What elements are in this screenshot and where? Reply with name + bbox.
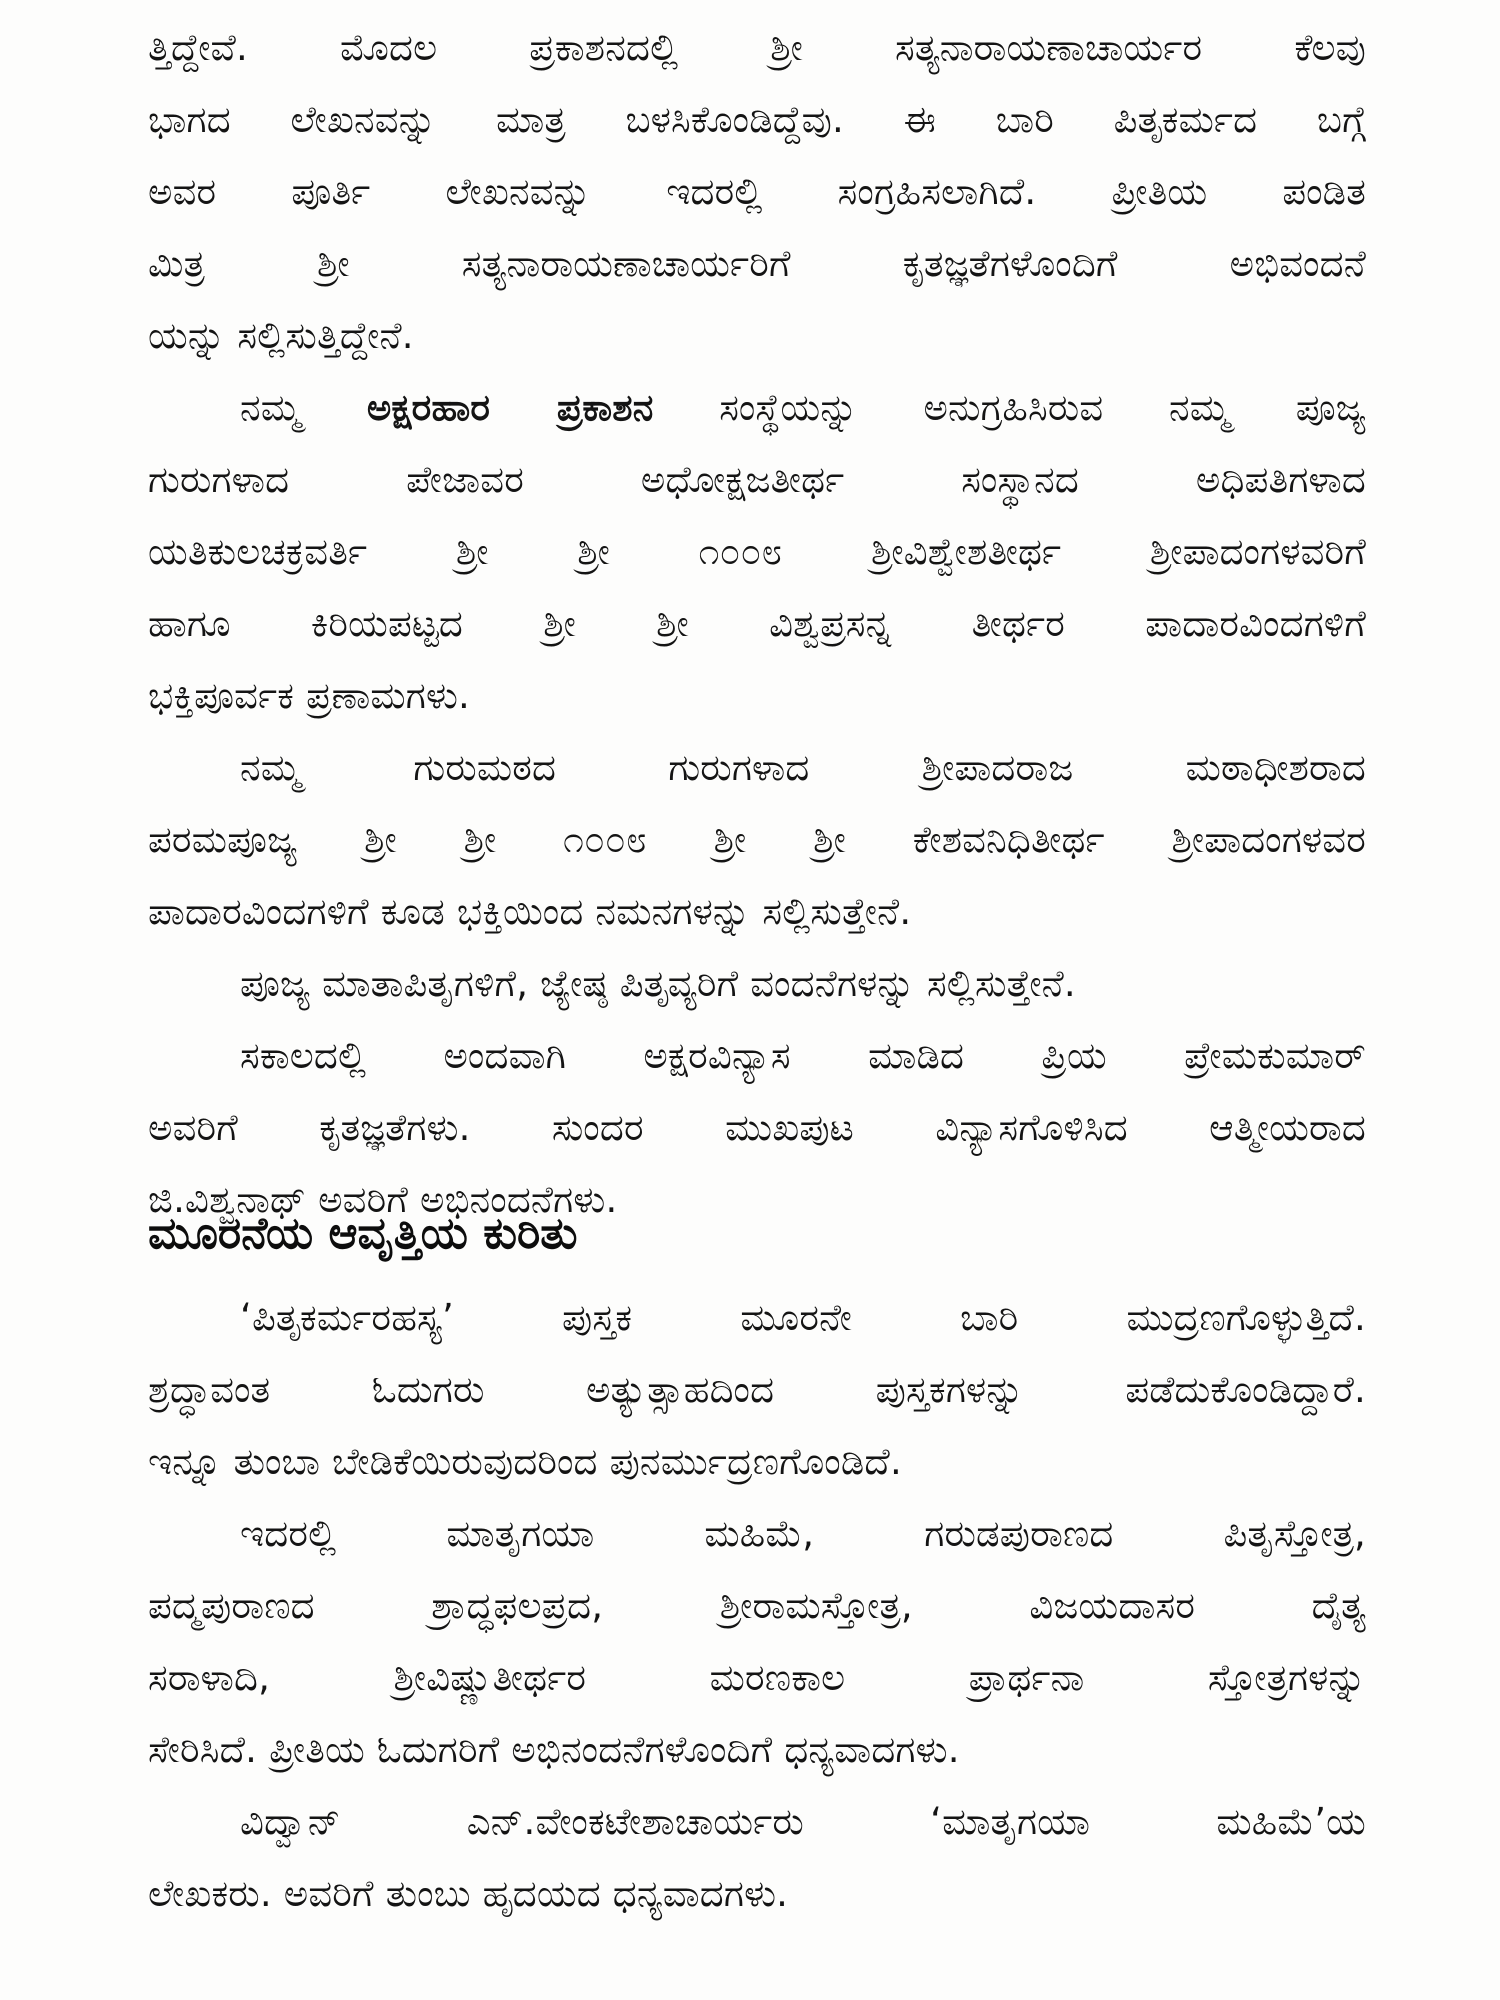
section-heading: ಮೂರನೆಯ ಆವೃತ್ತಿಯ ಕುರಿತು [148,1208,578,1259]
text-line: ವಿದ್ವಾನ್ ಎನ್.ವೇಂಕಟೇಶಾಚಾರ್ಯರು ‘ಮಾತೃಗಯಾ ಮಹಿಮೆ’ಯ [240,1800,1366,1843]
text-fragment: ನಮ್ಮ [240,386,302,429]
publisher-name: ಅಕ್ಷರಹಾರ ಪ್ರಕಾಶನ [366,386,654,429]
text-line: ಇದರಲ್ಲಿ ಮಾತೃಗಯಾ ಮಹಿಮೆ, ಗರುಡಪುರಾಣದ ಪಿತೃಸ್ತೋತ್ರ, [240,1512,1366,1555]
text-line: ಪರಮಪೂಜ್ಯ ಶ್ರೀ ಶ್ರೀ ೧೦೦೮ ಶ್ರೀ ಶ್ರೀ ಕೇಶವನಿಧಿತೀರ್ಥ ಶ್ರೀಪಾದಂಗಳವರ [148,818,1366,861]
text-line: ಸೇರಿಸಿದೆ. ಪ್ರೀತಿಯ ಓದುಗರಿಗೆ ಅಭಿನಂದನೆಗಳೊಂದಿಗೆ ಧನ್ಯವಾದಗಳು. [148,1728,960,1771]
text-line: ಲೇಖಕರು. ಅವರಿಗೆ ತುಂಬು ಹೃದಯದ ಧನ್ಯವಾದಗಳು. [148,1872,789,1915]
text-line: ಪಾದಾರವಿಂದಗಳಿಗೆ ಕೂಡ ಭಕ್ತಿಯಿಂದ ನಮನಗಳನ್ನು ಸಲ್ಲಿಸುತ್ತೇನೆ. [148,890,912,933]
text-line: ಯತಿಕುಲಚಕ್ರವರ್ತಿ ಶ್ರೀ ಶ್ರೀ ೧೦೦೮ ಶ್ರೀವಿಶ್ವೇಶತೀರ್ಥ ಶ್ರೀಪಾದಂಗಳವರಿಗೆ [148,530,1366,573]
text-line: ಅವರಿಗೆ ಕೃತಜ್ಞತೆಗಳು. ಸುಂದರ ಮುಖಪುಟ ವಿನ್ಯಾಸಗೊಳಿಸಿದ ಆತ್ಮೀಯರಾದ [148,1106,1366,1149]
text-line: ಸಕಾಲದಲ್ಲಿ ಅಂದವಾಗಿ ಅಕ್ಷರವಿನ್ಯಾಸ ಮಾಡಿದ ಪ್ರಿಯ ಪ್ರೇಮಕುಮಾರ್ [240,1034,1366,1077]
text-line: ‘ಪಿತೃಕರ್ಮರಹಸ್ಯ’ ಪುಸ್ತಕ ಮೂರನೇ ಬಾರಿ ಮುದ್ರಣಗೊಳ್ಳುತ್ತಿದೆ. [240,1296,1366,1339]
text-line: ಹಾಗೂ ಕಿರಿಯಪಟ್ಟದ ಶ್ರೀ ಶ್ರೀ ವಿಶ್ವಪ್ರಸನ್ನ ತೀರ್ಥರ ಪಾದಾರವಿಂದಗಳಿಗೆ [148,602,1366,645]
text-line [148,372,1366,444]
text-line: ಶ್ರದ್ಧಾವಂತ ಓದುಗರು ಅತ್ಯುತ್ಸಾಹದಿಂದ ಪುಸ್ತಕಗಳನ್ನು ಪಡೆದುಕೊಂಡಿದ್ದಾರೆ. [148,1368,1366,1411]
text-line: ಪದ್ಮಪುರಾಣದ ಶ್ರಾದ್ಧಫಲಪ್ರದ, ಶ್ರೀರಾಮಸ್ತೋತ್ರ, ವಿಜಯದಾಸರ ದೈತ್ಯ [148,1584,1366,1627]
text-line: ಪೂಜ್ಯ ಮಾತಾಪಿತೃಗಳಿಗೆ, ಜ್ಯೇಷ್ಠ ಪಿತೃವ್ಯರಿಗೆ ವಂದನೆಗಳನ್ನು ಸಲ್ಲಿಸುತ್ತೇನೆ. [240,962,1076,1005]
text-line: ತ್ತಿದ್ದೇವೆ. ಮೊದಲ ಪ್ರಕಾಶನದಲ್ಲಿ ಶ್ರೀ ಸತ್ಯನಾರಾಯಣಾಚಾರ್ಯರ ಕೆಲವು [148,26,1366,69]
text-line: ಸರಾಳಾದಿ, ಶ್ರೀವಿಷ್ಣುತೀರ್ಥರ ಮರಣಕಾಲ ಪ್ರಾರ್ಥನಾ ಸ್ತೋತ್ರಗಳನ್ನು [148,1656,1366,1699]
text-line: ಇನ್ನೂ ತುಂಬಾ ಬೇಡಿಕೆಯಿರುವುದರಿಂದ ಪುನರ್ಮುದ್ರಣಗೊಂಡಿದೆ. [148,1440,902,1483]
text-fragment: ಸಂಸ್ಥೆಯನ್ನು ಅನುಗ್ರಹಿಸಿರುವ ನಮ್ಮ ಪೂಜ್ಯ [719,386,1366,429]
text-line: ನಮ್ಮ ಗುರುಮಠದ ಗುರುಗಳಾದ ಶ್ರೀಪಾದರಾಜ ಮಠಾಧೀಶರಾದ [240,746,1366,789]
text-line: ಯನ್ನು ಸಲ್ಲಿಸುತ್ತಿದ್ದೇನೆ. [148,314,414,357]
text-line: ಭಾಗದ ಲೇಖನವನ್ನು ಮಾತ್ರ ಬಳಸಿಕೊಂಡಿದ್ದೆವು. ಈ ಬಾರಿ ಪಿತೃಕರ್ಮದ ಬಗ್ಗೆ [148,98,1366,141]
text-line: ಮಿತ್ರ ಶ್ರೀ ಸತ್ಯನಾರಾಯಣಾಚಾರ್ಯರಿಗೆ ಕೃತಜ್ಞತೆಗಳೊಂದಿಗೆ ಅಭಿವಂದನೆ [148,242,1366,285]
third-edition-section [148,1282,1366,1930]
text-line: ಗುರುಗಳಾದ ಪೇಜಾವರ ಅಧೋಕ್ಷಜತೀರ್ಥ ಸಂಸ್ಥಾನದ ಅಧಿಪತಿಗಳಾದ [148,458,1366,501]
acknowledgement-section [148,12,1366,1236]
text-line: ಅವರ ಪೂರ್ತಿ ಲೇಖನವನ್ನು ಇದರಲ್ಲಿ ಸಂಗ್ರಹಿಸಲಾಗಿದೆ. ಪ್ರೀತಿಯ ಪಂಡಿತ [148,170,1366,213]
text-line: ಭಕ್ತಿಪೂರ್ವಕ ಪ್ರಣಾಮಗಳು. [148,674,470,717]
text-line: ಜಿ.ವಿಶ್ವನಾಥ್ ಅವರಿಗೆ ಅಭಿನಂದನೆಗಳು. [148,1178,618,1221]
